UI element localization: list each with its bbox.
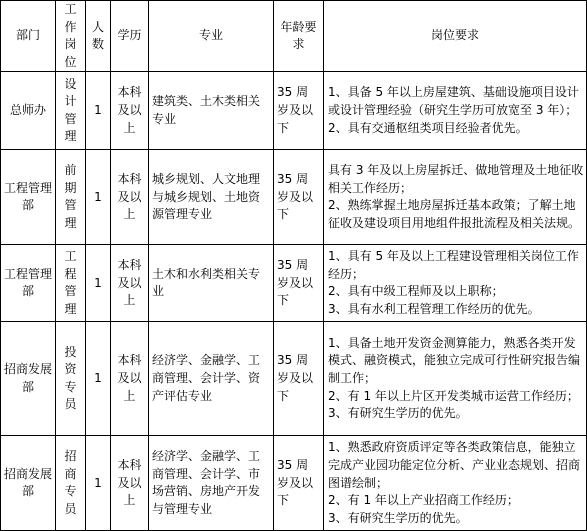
cell-major: 经济学、金融学、工商管理、会计学、资产评估专业	[149, 322, 274, 436]
cell-requirements	[324, 245, 587, 322]
cell-position: 设计管理	[56, 72, 86, 150]
cell-age: 35 周岁及以下	[274, 150, 324, 245]
cell-count: 1	[86, 245, 111, 322]
cell-age: 35 周岁及以下	[274, 245, 324, 322]
table-row	[1, 72, 587, 150]
cell-requirements	[324, 436, 587, 531]
header-position: 工作岗位	[56, 1, 86, 72]
header-row	[1, 1, 587, 72]
cell-education: 本科及以上	[111, 150, 149, 245]
requirement-line: 3、具有水利工程管理工作经历的优先。	[328, 301, 540, 316]
requirement-line: 1、具有 5 年及以上工程建设管理相关岗位工作经历；	[328, 249, 579, 281]
cell-dept: 工程管理部	[1, 245, 56, 322]
header-dept: 部门	[1, 1, 56, 72]
cell-dept: 总师办	[1, 72, 56, 150]
header-requirement: 岗位要求	[324, 1, 587, 72]
cell-major: 经济学、金融学、工商管理、会计学、市场营销、房地产开发与管理专业	[149, 436, 274, 531]
table-row	[1, 245, 587, 322]
cell-position: 投资专员	[56, 322, 86, 436]
cell-age: 35 周岁及以下	[274, 322, 324, 436]
requirement-line: 2、熟练掌握土地房屋拆迁基本政策；了解土地征收及建设项目用地组件报批流程及相关法规。	[328, 198, 581, 230]
cell-education: 本科及以上	[111, 322, 149, 436]
header-age: 年龄要求	[274, 1, 324, 72]
cell-education: 本科及以上	[111, 436, 149, 531]
cell-dept: 招商发展部	[1, 436, 56, 531]
cell-education: 本科及以上	[111, 72, 149, 150]
cell-count: 1	[86, 322, 111, 436]
cell-count: 1	[86, 436, 111, 531]
cell-requirements	[324, 322, 587, 436]
table-row	[1, 150, 587, 245]
cell-major: 建筑类、土木类相关专业	[149, 72, 274, 150]
cell-requirements	[324, 72, 587, 150]
cell-dept: 招商发展部	[1, 322, 56, 436]
requirement-line: 3、有研究生学历的优先。	[328, 406, 468, 421]
requirement-line: 2、具有交通枢纽类项目经验者优先。	[328, 120, 528, 135]
cell-age: 35 周岁及以下	[274, 72, 324, 150]
cell-dept: 工程管理部	[1, 150, 56, 245]
cell-major: 城乡规划、人文地理与城乡规划、土地资源管理专业	[149, 150, 274, 245]
cell-major: 土木和水利类相关专业	[149, 245, 274, 322]
requirement-line: 1、熟悉政府资质评定等各类政策信息，能独立完成产业园功能定位分析、产业业态规划、招商图谱绘制；	[328, 440, 581, 490]
header-education: 学历	[111, 1, 149, 72]
requirement-line: 3、有研究生学历的优先。	[328, 510, 468, 525]
header-major: 专业	[149, 1, 274, 72]
requirement-line: 2、具有中级工程师及以上职称；	[328, 284, 504, 299]
cell-position: 招商专员	[56, 436, 86, 531]
table-row	[1, 322, 587, 436]
requirement-line: 2、有 1 年以上片区开发类城市运营工作经历；	[328, 388, 579, 403]
cell-count: 1	[86, 150, 111, 245]
cell-education: 本科及以上	[111, 245, 149, 322]
requirement-line: 具有 3 年及以上房屋拆迁、做地管理及土地征收相关工作经历；	[328, 163, 584, 195]
requirement-line: 1、具备 5 年以上房屋建筑、基础设施项目设计或设计管理经验（研究生学历可放宽至 3 年）；	[328, 85, 579, 118]
cell-position: 前期管理	[56, 150, 86, 245]
cell-count: 1	[86, 72, 111, 150]
table-row	[1, 436, 587, 531]
requirement-line: 2、有 1 年以上产业招商工作经历；	[328, 493, 519, 508]
cell-age: 35 周岁及以下	[274, 436, 324, 531]
cell-requirements	[324, 150, 587, 245]
header-count: 人数	[86, 1, 111, 72]
requirement-line: 1、具备土地开发资金测算能力，熟悉各类开发模式、融资模式，能独立完成可行性研究报告编制工作；	[328, 335, 581, 386]
cell-position: 工程管理	[56, 245, 86, 322]
